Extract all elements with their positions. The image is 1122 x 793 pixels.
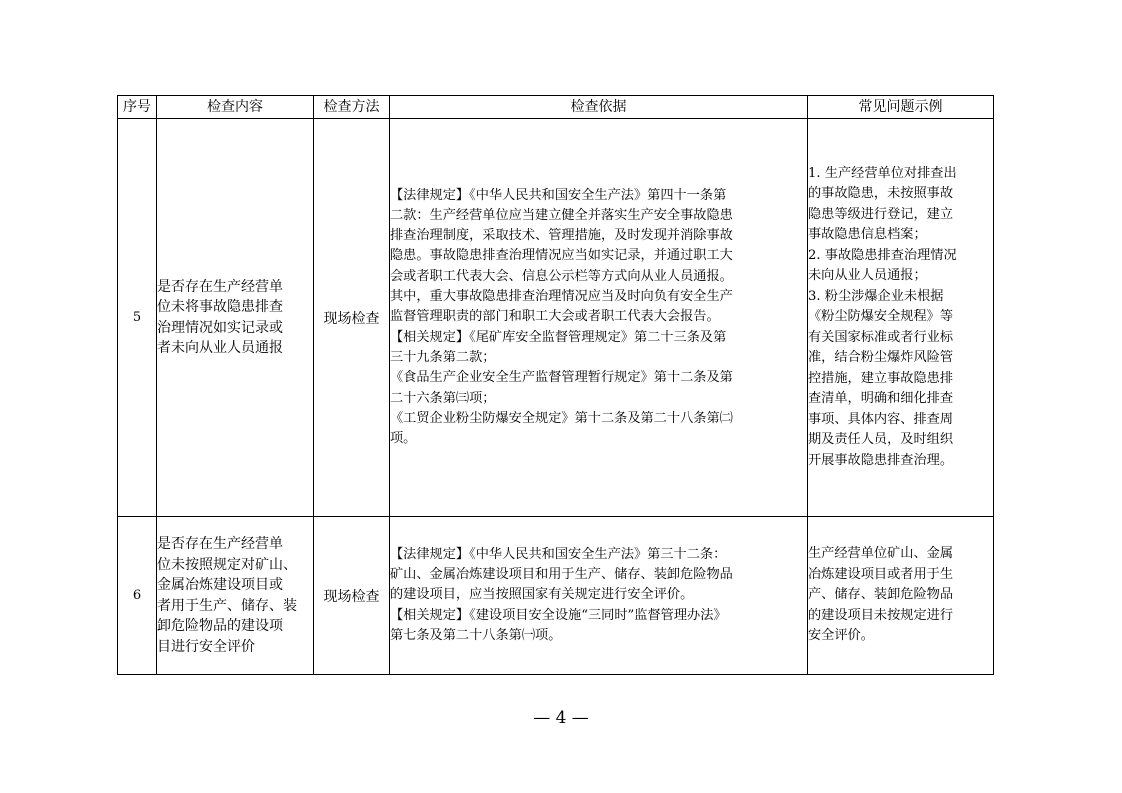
issue-line: 3. 粉尘涉爆企业未根据 [808,288,944,304]
row-number: 5 [118,119,157,517]
issue-line: 的事故隐患，未按照事故 [808,186,954,202]
basis-line: 《工贸企业粉尘防爆安全规定》第十二条及第二十八条第㈡ [390,410,733,426]
content-line: 者未向从业人员通报 [157,340,283,356]
inspection-method: 现场检查 [314,517,390,675]
inspection-basis [390,517,808,675]
issue-line: 的建设项目未按规定进行 [808,607,954,623]
issue-line: 控措施，建立事故隐患排 [808,370,954,386]
common-issues [808,517,994,675]
table-header-row [118,96,994,119]
content-line: 者用于生产、储存、装 [157,597,297,614]
inspection-method: 现场检查 [314,119,390,517]
basis-line: 【法律规定】《中华人民共和国安全生产法》第三十二条： [390,546,727,562]
basis-line: 第七条及第二十八条第㈠项。 [390,627,562,643]
basis-line: 项。 [390,431,417,447]
issue-line: 1. 生产经营单位对排查出 [808,165,957,181]
page-number: — 4 — [533,708,589,728]
inspection-table [117,95,994,675]
header-basis: 检查依据 [390,96,808,119]
row-number: 6 [118,517,157,675]
content-line: 金属冶炼建设项目或 [157,577,283,593]
issue-line: 冶炼建设项目或者用于生 [808,566,954,582]
issue-line: 2. 事故隐患排查治理情况 [808,247,957,263]
issue-line: 《粉尘防爆安全规程》等 [808,309,954,325]
basis-line: 矿山、金属冶炼建设项目和用于生产、储存、装卸危险物品 [390,567,733,583]
content-line: 目进行安全评价 [157,638,255,655]
content-line: 是否存在生产经营单 [157,536,283,552]
issue-line: 产、储存、装卸危险物品 [808,587,954,603]
issue-line: 有关国家标准或者行业标 [808,329,954,345]
issue-line: 事故隐患信息档案； [808,227,927,243]
basis-line: 的建设项目，应当按照国家有关规定进行安全评价。 [390,587,694,603]
issue-line: 开展事故隐患排查治理。 [808,452,954,468]
content-line: 位未按照规定对矿山、 [157,556,297,573]
basis-line: 【相关规定】《建设项目安全设施“三同时”监督管理办法》 [390,607,727,623]
basis-line: 监督管理职责的部门和职工大会或者职工代表大会报告。 [390,309,720,325]
basis-line: 二款：生产经营单位应当建立健全并落实生产安全事故隐患 [390,207,733,223]
issue-line: 事项、具体内容、排查周 [808,411,954,427]
table-row [118,517,994,675]
basis-line: 《食品生产企业安全生产监督管理暂行规定》第十二条及第 [390,370,733,386]
header-method: 检查方法 [314,96,390,119]
content-line: 位未将事故隐患排查 [157,299,283,315]
table-row [118,119,994,517]
inspection-content [157,517,314,675]
content-line: 是否存在生产经营单 [157,278,283,295]
header-content: 检查内容 [157,96,314,119]
issue-line: 安全评价。 [808,628,874,644]
basis-line: 隐患。事故隐患排查治理情况应当如实记录，并通过职工大 [390,248,733,264]
basis-line: 二十六条第㈢项； [390,390,496,406]
issue-line: 未向从业人员通报； [808,268,927,284]
issue-line: 查清单，明确和细化排查 [808,391,954,407]
basis-line: 三十九条第二款； [390,349,496,365]
issue-line: 期及责任人员，及时组织 [808,432,954,448]
issue-line: 隐患等级进行登记，建立 [808,206,954,222]
basis-line: 其中，重大事故隐患排查治理情况应当及时向负有安全生产 [390,289,733,305]
issue-line: 生产经营单位矿山、金属 [808,546,954,562]
common-issues [808,119,994,517]
inspection-basis [390,119,808,517]
basis-line: 排查治理制度，采取技术、管理措施，及时发现并消除事故 [390,228,733,244]
content-line: 治理情况如实记录或 [157,319,283,336]
content-line: 卸危险物品的建设项 [157,618,283,634]
basis-line: 【法律规定】《中华人民共和国安全生产法》第四十一条第 [390,187,727,203]
header-issues: 常见问题示例 [808,96,994,119]
header-number: 序号 [118,96,157,119]
basis-line: 会或者职工代表大会、信息公示栏等方式向从业人员通报。 [390,268,733,284]
basis-line: 【相关规定】《尾矿库安全监督管理规定》第二十三条及第 [390,329,727,345]
issue-line: 准，结合粉尘爆炸风险管 [808,350,954,366]
inspection-content [157,119,314,517]
